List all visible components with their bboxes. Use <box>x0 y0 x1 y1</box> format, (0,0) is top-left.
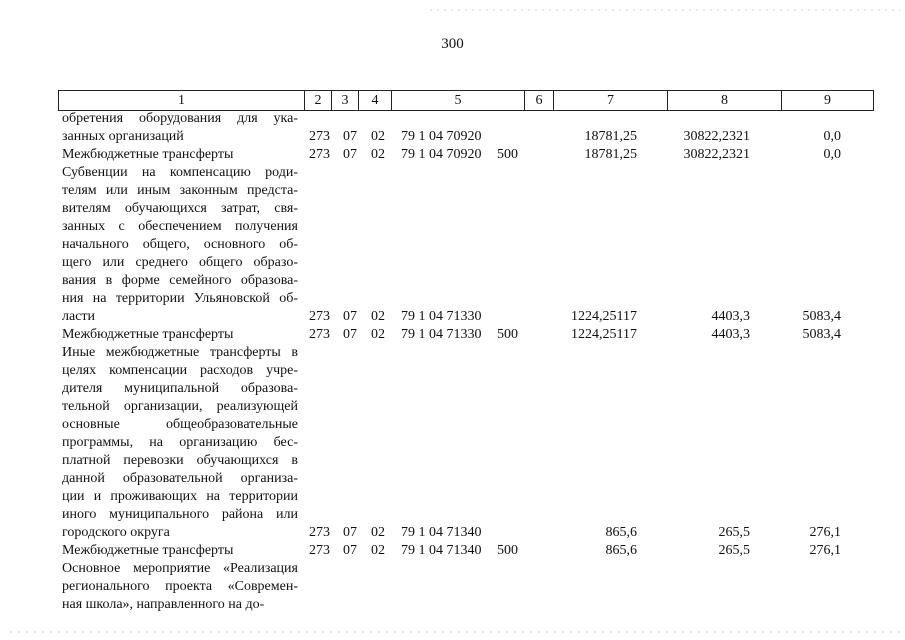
cell-col-4: 02 <box>371 525 385 540</box>
row-description-line: телям или иным законным предста- <box>62 183 298 198</box>
column-header-3: 3 <box>332 91 359 111</box>
table-row-line <box>0 398 905 416</box>
cell-col-2: 273 <box>309 543 330 558</box>
table-row-line <box>0 164 905 182</box>
column-header-9: 9 <box>782 91 874 111</box>
table-row-line <box>0 344 905 362</box>
column-header-2: 2 <box>305 91 332 111</box>
table-row-line <box>0 146 905 164</box>
cell-col-3: 07 <box>343 147 357 162</box>
row-description-line: ласти <box>62 309 96 324</box>
row-description-line: щего или среднего общего образо- <box>62 255 298 270</box>
row-description-line: тельной организации, реализующей <box>62 399 298 414</box>
column-header-6: 6 <box>525 91 554 111</box>
cell-col-7: 865,6 <box>605 525 637 540</box>
table-row-line <box>0 272 905 290</box>
cell-col-5: 79 1 04 71340 <box>401 543 482 558</box>
cell-col-6: 500 <box>497 543 518 558</box>
cell-col-3: 07 <box>343 309 357 324</box>
column-header-4: 4 <box>359 91 392 111</box>
cell-col-9: 5083,4 <box>802 309 841 324</box>
cell-col-4: 02 <box>371 309 385 324</box>
column-header-row <box>59 91 874 111</box>
cell-col-9: 5083,4 <box>802 327 841 342</box>
row-description-line: Субвенции на компенсацию роди- <box>62 165 298 180</box>
cell-col-9: 0,0 <box>823 129 841 144</box>
row-description-line: Иные межбюджетные трансферты в <box>62 345 298 360</box>
row-description-line: вания в форме семейного образова- <box>62 273 298 288</box>
table-row-line <box>0 488 905 506</box>
row-description-line: основные общеобразовательные <box>62 417 298 432</box>
cell-col-8: 265,5 <box>718 543 750 558</box>
cell-col-4: 02 <box>371 543 385 558</box>
row-description-line: ния на территории Ульяновской об- <box>62 291 298 306</box>
row-description-line: вителям обучающихся затрат, свя- <box>62 201 298 216</box>
table-row-line <box>0 470 905 488</box>
row-description-line: ции и проживающих на территории <box>62 489 298 504</box>
cell-col-2: 273 <box>309 525 330 540</box>
cell-col-4: 02 <box>371 327 385 342</box>
table-row-line <box>0 326 905 344</box>
cell-col-3: 07 <box>343 525 357 540</box>
table-row-line <box>0 452 905 470</box>
cell-col-3: 07 <box>343 129 357 144</box>
table-row-line <box>0 434 905 452</box>
row-description-line: дителя муниципальной образова- <box>62 381 298 396</box>
cell-col-5: 79 1 04 71330 <box>401 309 482 324</box>
cell-col-8: 265,5 <box>718 525 750 540</box>
table-row-line <box>0 596 905 614</box>
cell-col-6: 500 <box>497 147 518 162</box>
cell-col-7: 18781,25 <box>584 147 637 162</box>
cell-col-7: 18781,25 <box>584 129 637 144</box>
table-row-line <box>0 110 905 128</box>
cell-col-9: 276,1 <box>809 543 841 558</box>
table-row-line <box>0 380 905 398</box>
cell-col-4: 02 <box>371 129 385 144</box>
cell-col-8: 30822,2321 <box>683 147 750 162</box>
scan-noise-bottom <box>0 628 905 636</box>
table-row-line <box>0 218 905 236</box>
cell-col-8: 4403,3 <box>711 309 750 324</box>
row-description-line: обретения оборудования для ука- <box>62 111 298 126</box>
table-row-line <box>0 290 905 308</box>
cell-col-9: 276,1 <box>809 525 841 540</box>
cell-col-2: 273 <box>309 327 330 342</box>
table-row-line <box>0 308 905 326</box>
row-description-line: регионального проекта «Современ- <box>62 579 298 594</box>
cell-col-4: 02 <box>371 147 385 162</box>
row-description-line: ная школа», направленного на до- <box>62 597 265 612</box>
row-description-line: Межбюджетные трансферты <box>62 543 234 558</box>
row-description-line: платной перевозки обучающихся в <box>62 453 298 468</box>
cell-col-3: 07 <box>343 543 357 558</box>
row-description-line: занных с обеспечением получения <box>62 219 298 234</box>
cell-col-2: 273 <box>309 129 330 144</box>
column-header-table <box>58 90 874 111</box>
row-description-line: занных организаций <box>62 129 184 144</box>
column-header-5: 5 <box>392 91 525 111</box>
table-row-line <box>0 560 905 578</box>
table-row-line <box>0 506 905 524</box>
column-header-8: 8 <box>668 91 782 111</box>
column-header-1: 1 <box>59 91 305 111</box>
cell-col-3: 07 <box>343 327 357 342</box>
cell-col-7: 1224,25117 <box>571 309 637 324</box>
cell-col-5: 79 1 04 70920 <box>401 129 482 144</box>
cell-col-5: 79 1 04 70920 <box>401 147 482 162</box>
row-description-line: данной образовательной организа- <box>62 471 298 486</box>
cell-col-5: 79 1 04 71330 <box>401 327 482 342</box>
table-row-line <box>0 524 905 542</box>
cell-col-6: 500 <box>497 327 518 342</box>
cell-col-7: 1224,25117 <box>571 327 637 342</box>
cell-col-2: 273 <box>309 147 330 162</box>
row-description-line: целях компенсации расходов учре- <box>62 363 298 378</box>
cell-col-8: 30822,2321 <box>683 129 750 144</box>
table-row-line <box>0 362 905 380</box>
row-description-line: иного муниципального района или <box>62 507 298 522</box>
cell-col-7: 865,6 <box>605 543 637 558</box>
column-header-7: 7 <box>554 91 668 111</box>
row-description-line: начального общего, основного об- <box>62 237 298 252</box>
scan-noise-top <box>0 6 905 14</box>
cell-col-2: 273 <box>309 309 330 324</box>
table-row-line <box>0 128 905 146</box>
row-description-line: Основное мероприятие «Реализация <box>62 561 298 576</box>
row-description-line: Межбюджетные трансферты <box>62 327 234 342</box>
table-row-line <box>0 542 905 560</box>
cell-col-5: 79 1 04 71340 <box>401 525 482 540</box>
row-description-line: Межбюджетные трансферты <box>62 147 234 162</box>
cell-col-8: 4403,3 <box>711 327 750 342</box>
table-row-line <box>0 254 905 272</box>
table-row-line <box>0 416 905 434</box>
table-row-line <box>0 200 905 218</box>
page-number: 300 <box>441 36 464 52</box>
table-row-line <box>0 236 905 254</box>
row-description-line: программы, на организацию бес- <box>62 435 298 450</box>
row-description-line: городского округа <box>62 525 170 540</box>
table-row-line <box>0 578 905 596</box>
table-row-line <box>0 182 905 200</box>
cell-col-9: 0,0 <box>823 147 841 162</box>
